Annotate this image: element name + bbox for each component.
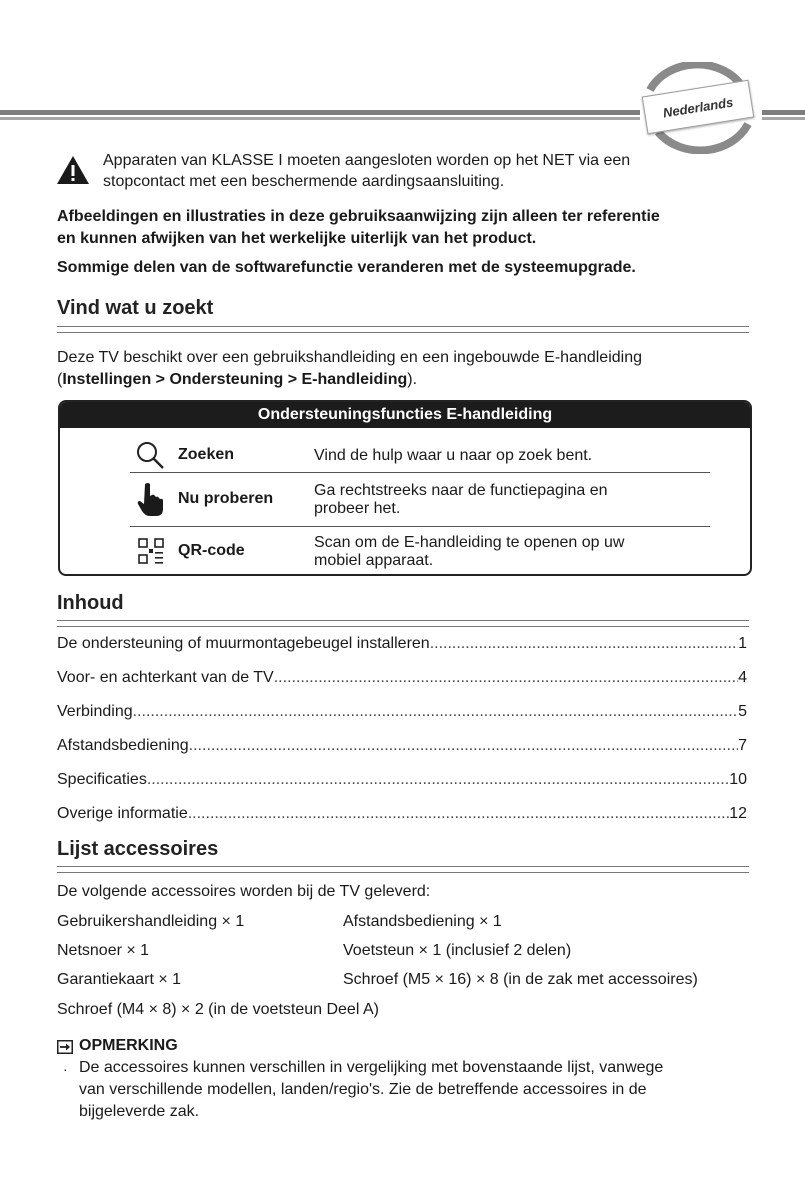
row-divider (130, 526, 710, 527)
toc-leader (147, 771, 729, 789)
feature-desc: Scan om de E-handleiding te openen op uw mobiel apparaat. (314, 534, 625, 569)
emanual-box-title: Ondersteuningsfuncties E-handleiding (60, 402, 750, 428)
toc-label: Voor- en achterkant van de TV (57, 669, 274, 686)
illustration-notice: Afbeeldingen en illustraties in deze gebruiksaanwijzing zijn alleen ter referentie en kunnen afwijken van het werkelijke uiterlijk van het product. (57, 208, 660, 247)
toc-label: Verbinding (57, 703, 133, 720)
class-one-warning: Apparaten van KLASSE I moeten aangesloten worden op het NET via een stopcontact met een beschermende aardingsaansluiting. (103, 152, 631, 190)
accessories-title: Lijst accessoires (57, 838, 219, 860)
toc-leader (430, 635, 738, 653)
toc-page: 1 (738, 635, 747, 652)
note-icon (57, 1040, 73, 1054)
toc-page: 7 (738, 737, 747, 754)
accessory-item: Schroef (M5 × 16) × 8 (in de zak met accessoires) (343, 971, 698, 988)
toc-entry[interactable] (57, 635, 747, 653)
header-bar (0, 110, 640, 120)
feature-name: Zoeken (178, 446, 235, 463)
toc-entry[interactable] (57, 771, 747, 789)
toc-entry[interactable] (57, 703, 747, 721)
feature-name: Nu proberen (178, 490, 274, 507)
hand-pointer-icon (135, 482, 165, 516)
contents-title: Inhoud (57, 592, 124, 614)
toc-page: 4 (738, 669, 747, 686)
toc-leader (133, 703, 738, 721)
note-text: De accessoires kunnen verschillen in vergelijking met bovenstaande lijst, vanwege van verschillende modellen, landen/regio's. Zie de betreffende accessoires in de bijgeleverde zak. (79, 1059, 664, 1120)
section-rule (57, 326, 749, 333)
warning-triangle-icon (56, 155, 90, 185)
accessory-item: Afstandsbediening × 1 (343, 913, 502, 930)
toc-label: Afstandsbediening (57, 737, 189, 754)
feature-desc: Ga rechtstreeks naar de functiepagina en probeer het. (314, 482, 608, 517)
accessory-item: Gebruikershandleiding × 1 (57, 913, 245, 930)
toc-leader (274, 669, 738, 687)
toc-page: 5 (738, 703, 747, 720)
toc-label: Overige informatie (57, 805, 188, 822)
accessory-item: Garantiekaart × 1 (57, 971, 182, 988)
note-bullet: · (63, 1061, 68, 1077)
toc-page: 10 (729, 771, 747, 788)
feature-desc: Vind de hulp waar u naar op zoek bent. (314, 447, 593, 464)
feature-name: QR-code (178, 542, 245, 559)
row-divider (130, 472, 710, 473)
language-badge: Nederlands (642, 80, 755, 134)
qr-code-icon (137, 537, 165, 565)
magnifier-icon (135, 440, 165, 470)
section-rule (57, 866, 749, 873)
accessories-intro: De volgende accessoires worden bij de TV geleverd: (57, 883, 431, 900)
toc-leader (188, 805, 729, 823)
header-bar-right (762, 110, 805, 120)
accessory-item: Schroef (M4 × 8) × 2 (in de voetsteun Deel A) (57, 1001, 379, 1018)
toc-entry[interactable] (57, 669, 747, 687)
toc-entry[interactable] (57, 805, 747, 823)
toc-page: 12 (729, 805, 747, 822)
toc-leader (189, 737, 738, 755)
toc-label: Specificaties (57, 771, 147, 788)
accessory-item: Voetsteun × 1 (inclusief 2 delen) (343, 942, 572, 959)
toc-entry[interactable] (57, 737, 747, 755)
settings-path: Instellingen > Ondersteuning > E-handleiding (62, 371, 408, 388)
section-rule (57, 620, 749, 627)
software-notice: Sommige delen van de softwarefunctie veranderen met de systeemupgrade. (57, 259, 636, 276)
find-intro: Deze TV beschikt over een gebruikshandleiding en een ingebouwde E-handleiding (Instellingen > Ondersteuning > E-handleiding). (57, 349, 642, 388)
note-title: OPMERKING (79, 1037, 178, 1054)
accessory-item: Netsnoer × 1 (57, 942, 150, 959)
find-section-title: Vind wat u zoekt (57, 297, 214, 319)
toc-label: De ondersteuning of muurmontagebeugel installeren (57, 635, 430, 652)
